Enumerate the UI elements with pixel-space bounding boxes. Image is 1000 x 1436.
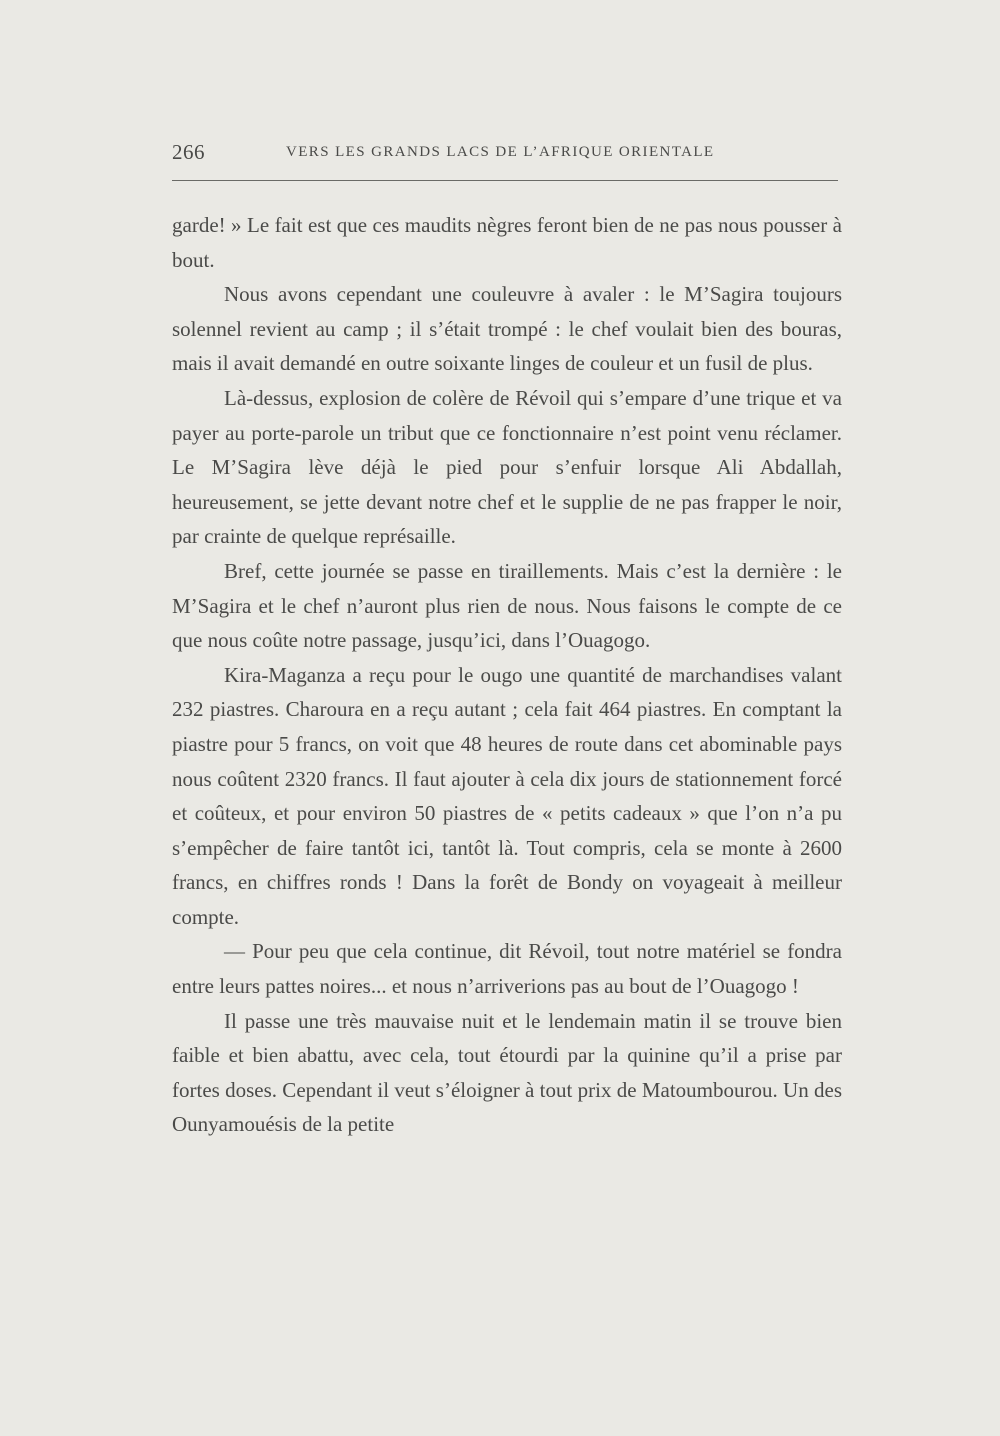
- body-text: [172, 208, 842, 1142]
- paragraph: Là-dessus, explosion de colère de Révoil qui s’empare d’une trique et va payer au porte-parole un tribut que ce fonctionnaire n’est point venu réclamer. Le M’Sagira lève déjà le pied pour s’enfuir lorsque Ali Abdallah, heureusement, se jette devant notre chef et le supplie de ne pas frapper le noir, par crainte de quelque représaille.: [172, 385, 842, 549]
- running-header: [172, 140, 838, 170]
- paragraph: — Pour peu que cela continue, dit Révoil, tout notre matériel se fondra entre leurs pattes noires... et nous n’arriverions pas au bout de l’Ouagogo !: [172, 939, 842, 999]
- page-number: 266: [172, 140, 205, 164]
- paragraph: Kira-Maganza a reçu pour le ougo une quantité de marchandises valant 232 piastres. Charoura en a reçu autant ; cela fait 464 piastres. En comptant la piastre pour 5 francs, on voit que 48 heures de route dans cet abominable pays nous coûtent 2320 francs. Il faut ajouter à cela dix jours de stationnement forcé et coûteux, et pour environ 50 piastres de « petits cadeaux » que l’on n’a pu s’empêcher de faire tantôt ici, tantôt là. Tout compris, cela se monte à 2600 francs, en chiffres ronds ! Dans la forêt de Bondy on voyageait à meilleur compte.: [172, 662, 842, 929]
- paragraph: Nous avons cependant une couleuvre à avaler : le M’Sagira toujours solennel revient au camp ; il s’était trompé : le chef voulait bien des bouras, mais il avait demandé en outre soixante linges de couleur et un fusil de plus.: [172, 282, 842, 376]
- paragraph: garde! » Le fait est que ces maudits nègres feront bien de ne pas nous pousser à bout.: [172, 213, 842, 272]
- paragraph: Bref, cette journée se passe en tiraillements. Mais c’est la dernière : le M’Sagira et le chef n’auront plus rien de nous. Nous faisons le compte de ce que nous coûte notre passage, jusqu’ici, dans l’Ouagogo.: [172, 558, 842, 653]
- header-rule: [172, 180, 838, 181]
- paragraph: Il passe une très mauvaise nuit et le lendemain matin il se trouve bien faible et bien abattu, avec cela, tout étourdi par la quinine qu’il a prise par fortes doses. Cependant il veut s’éloigner à tout prix de Matoumbourou. Un des Ounyamouésis de la petite: [172, 1008, 842, 1137]
- running-title: VERS LES GRANDS LACS DE L’AFRIQUE ORIENTALE: [286, 144, 715, 160]
